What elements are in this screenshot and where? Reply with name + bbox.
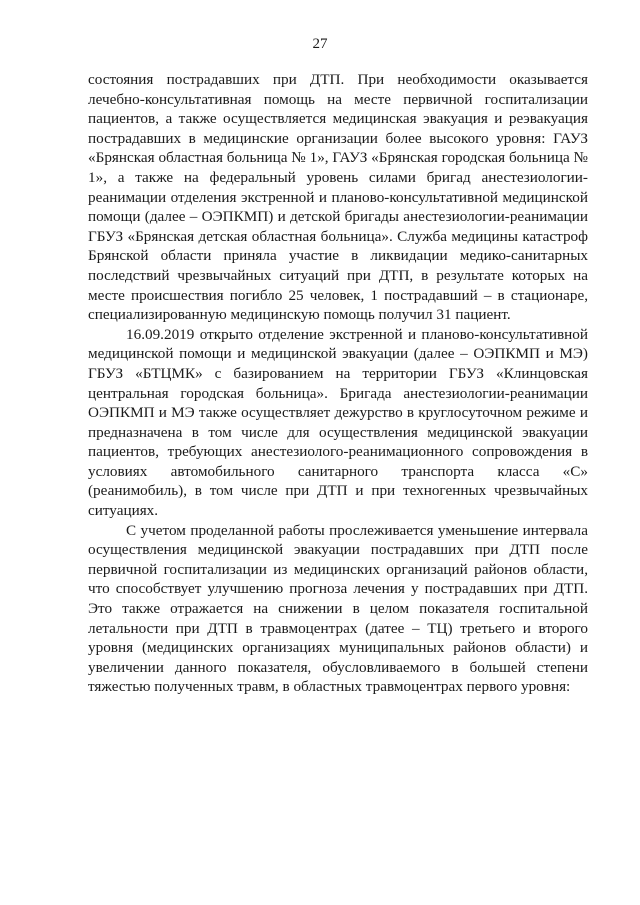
paragraph-3: С учетом проделанной работы прослеживается уменьшение интервала осуществления медицинской эвакуации пострадавших при ДТП после первичной госпитализации из медицинских организаций районов области, что способствует улучшению прогноза лечения у пострадавших при ДТП. Это также отражается на снижении в целом показателя госпитальной летальности при ДТП в травмоцентрах (датее – ТЦ) третьего и второго уровня (медицинских организациях муниципальных районов области) и увеличении данного показателя, обусловливаемого в большей степени тяжестью полученных травм, в областных травмоцентрах первого уровня: <box>88 521 588 696</box>
page-body <box>88 70 588 697</box>
paragraph-2: 16.09.2019 открыто отделение экстренной и планово-консультативной медицинской помощи и медицинской эвакуации (далее – ОЭПКМП и МЭ) ГБУЗ «БТЦМК» с базированием на территории ГБУЗ «Клинцовская центральная городская больница». Бригада анестезиологии-реанимации ОЭПКМП и МЭ также осуществляет дежурство в круглосуточном режиме и предназначена в том числе для осуществления медицинской эвакуации пациентов, требующих анестезиолого-реанимационного сопровождения в условиях автомобильного санитарного транспорта класса «С» (реанимобиль), в том числе при ДТП и при техногенных чрезвычайных ситуациях. <box>88 325 588 520</box>
paragraph-1: состояния пострадавших при ДТП. При необходимости оказывается лечебно-консультативная помощь на месте первичной госпитализации пациентов, а также осуществляется медицинская эвакуация и реэвакуация пострадавших в медицинские организации более высокого уровня: ГАУЗ «Брянская областная больница № 1», ГАУЗ «Брянская городская больница № 1», а также на федеральный уровень силами бригад анестезиологии-реанимации отделения экстренной и планово-консультативной медицинской помощи (далее – ОЭПКМП) и детской бригады анестезиологии-реанимации ГБУЗ «Брянская детская областная больница». Служба медицины катастроф Брянской области приняла участие в ликвидации медико-санитарных последствий чрезвычайных ситуаций при ДТП, в результате которых на месте происшествия погибло 25 человек, 1 пострадавший – в стационаре, специализированную медицинскую помощь получил 31 пациент. <box>88 71 588 324</box>
page-number: 27 <box>312 36 328 52</box>
